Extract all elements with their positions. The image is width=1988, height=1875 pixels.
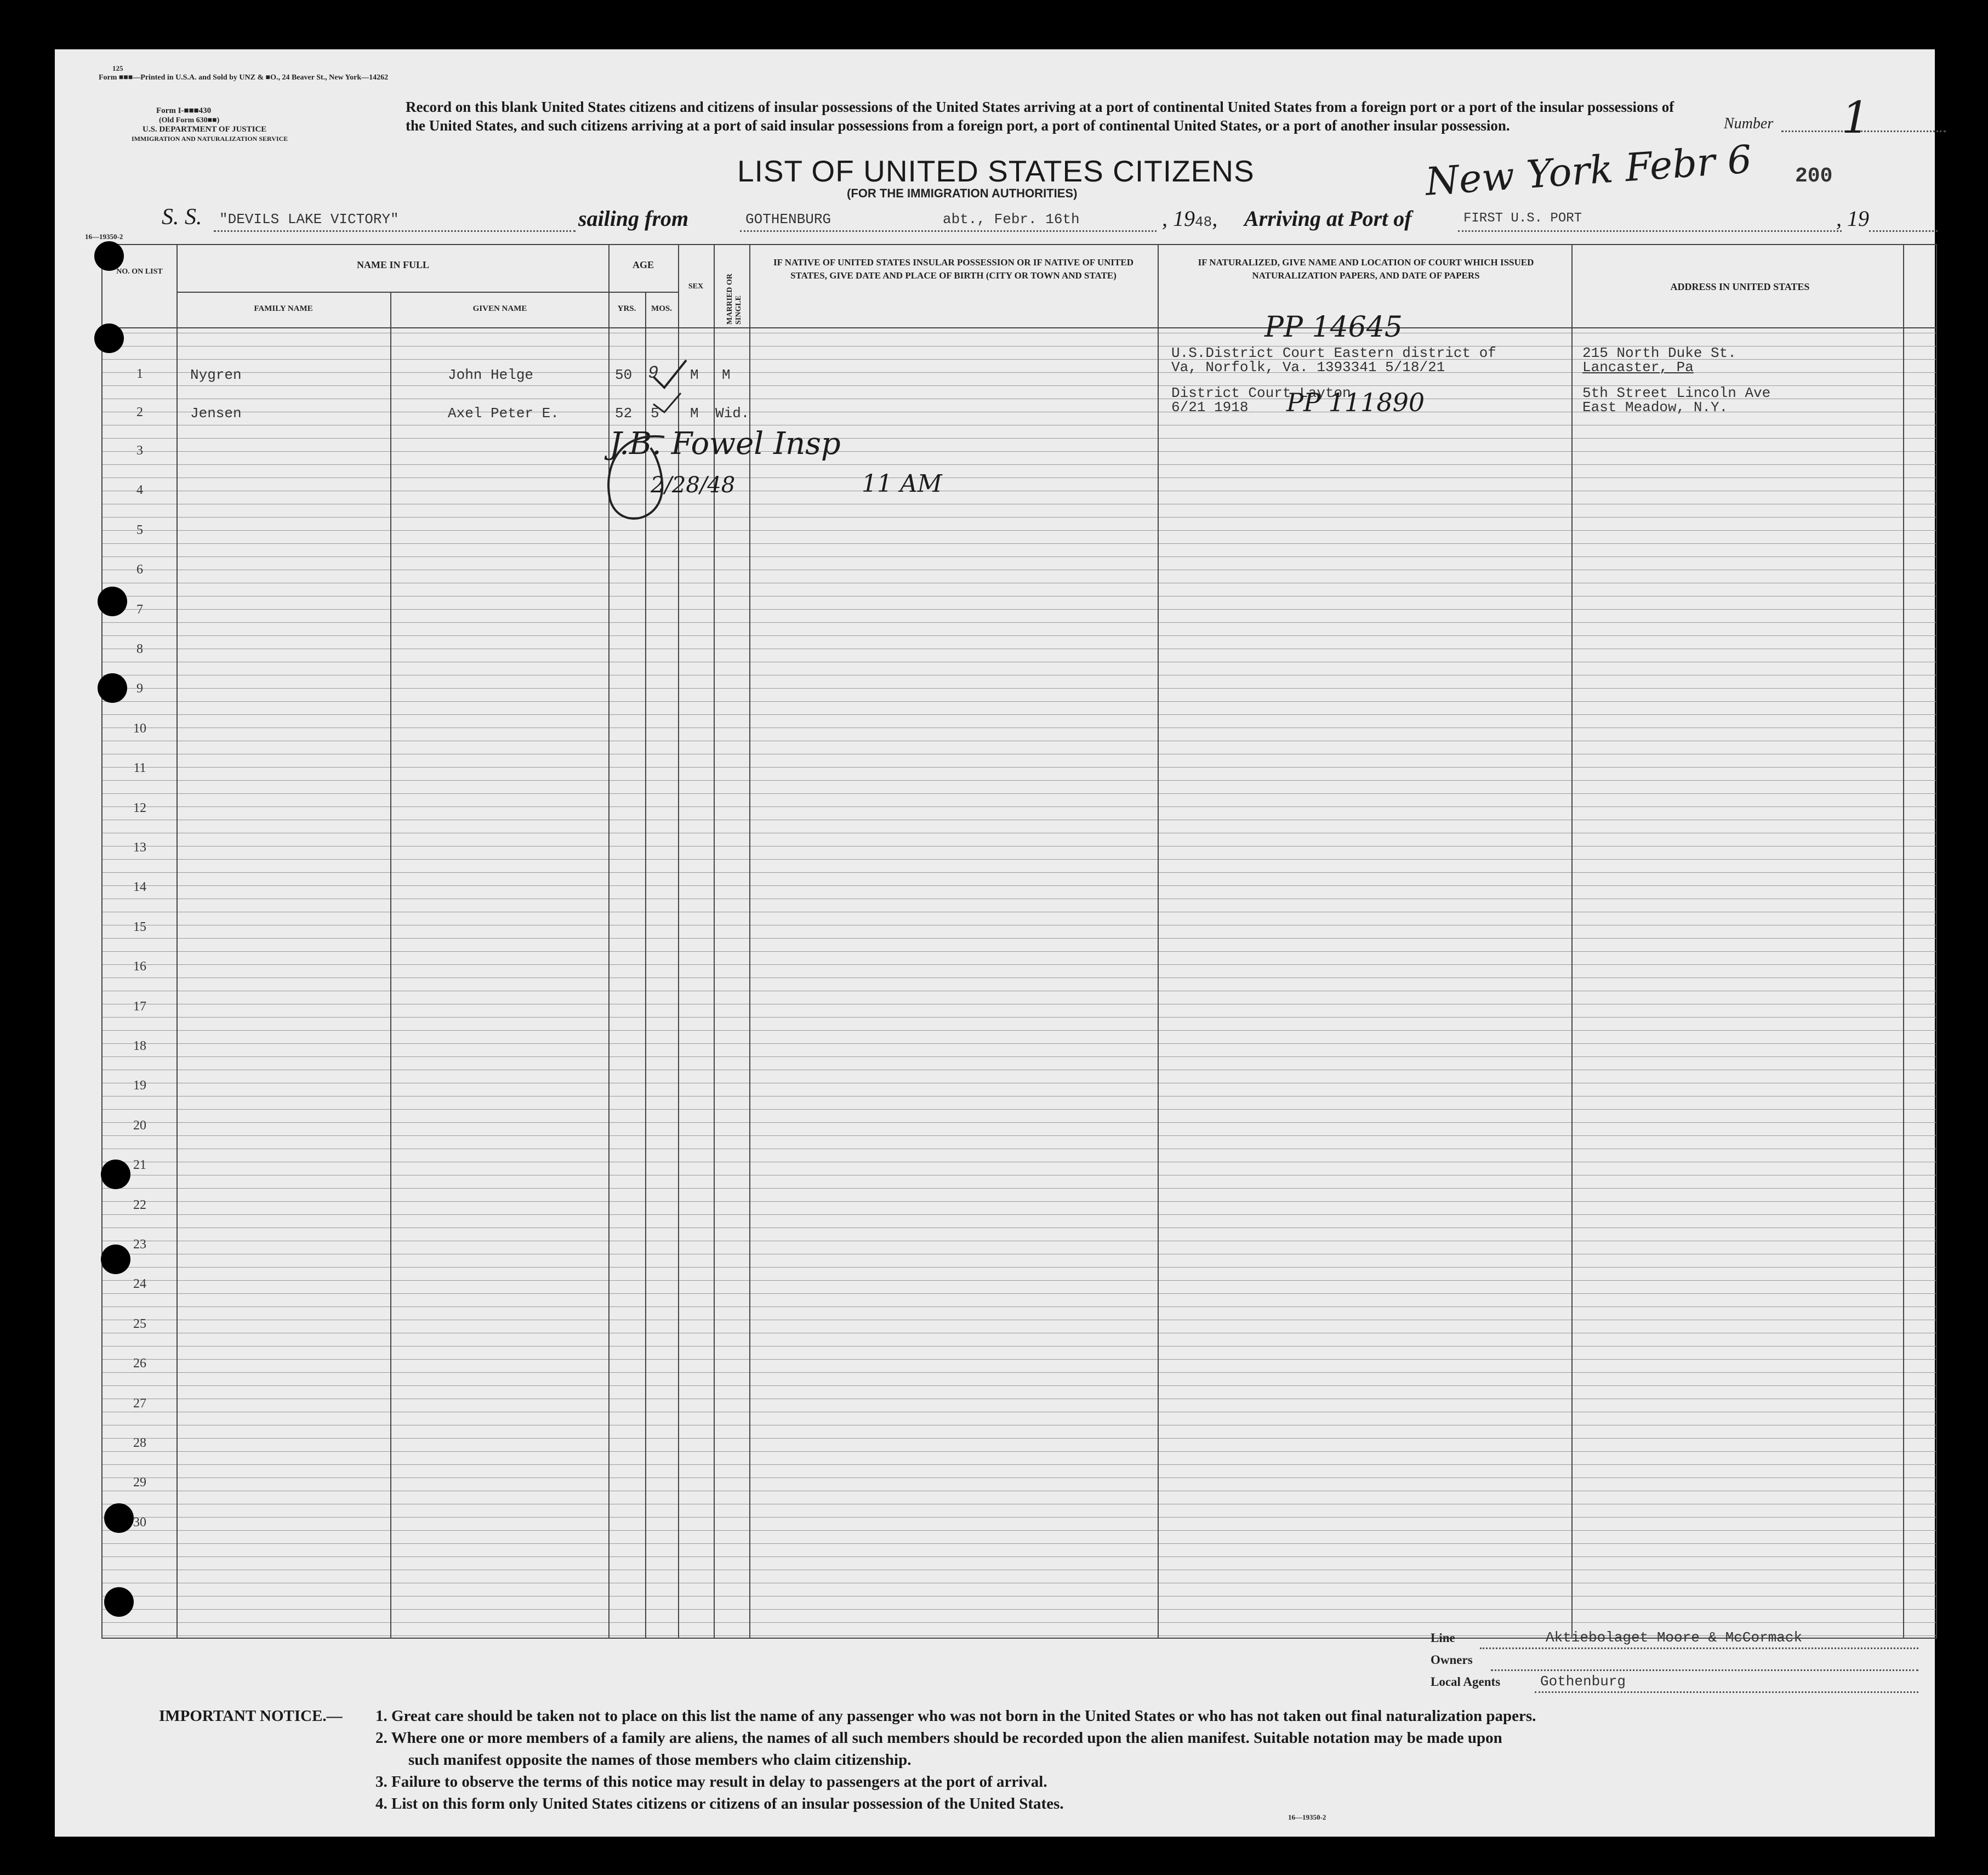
notice-item-3: 3. Failure to observe the terms of this notice may result in delay to passengers at the port of arrival.	[375, 1773, 1047, 1791]
row-number: 12	[133, 800, 146, 815]
form-number: Form I-■■■430	[156, 106, 212, 115]
ruled-line	[102, 530, 1936, 531]
citizens-table	[101, 244, 1937, 1639]
row-number: 17	[133, 999, 146, 1014]
row-number: 5	[136, 522, 143, 537]
ruled-line	[102, 885, 1936, 886]
ruled-line	[102, 714, 1936, 715]
age-mos-cell: 9	[648, 363, 659, 383]
age-yrs-cell: 50	[615, 367, 633, 383]
ruled-line	[102, 793, 1936, 794]
address-line2: East Meadow, N.Y.	[1582, 399, 1728, 416]
sex-cell: M	[690, 405, 699, 422]
marital-cell: Wid.	[715, 405, 750, 422]
col-divider	[1903, 245, 1904, 1638]
signature-loop	[599, 426, 686, 530]
sailing-date: abt., Febr. 16th	[943, 211, 1080, 228]
arriving-port: FIRST U.S. PORT	[1463, 211, 1582, 226]
punch-hole	[94, 241, 124, 271]
ruled-line	[102, 1214, 1936, 1215]
address-line2: Lancaster, Pa	[1582, 359, 1694, 376]
row-number: 3	[136, 444, 143, 458]
notice-item-1: 1. Great care should be taken not to place on this list the name of any passenger who was not born in the United States or who has not taken out final naturalization papers.	[375, 1707, 1536, 1725]
col-header-yrs: YRS.	[617, 304, 636, 313]
stamp-number: 200	[1795, 164, 1833, 188]
ruled-line	[102, 517, 1936, 518]
year-filled: 48	[1195, 214, 1212, 230]
ruled-line	[102, 1438, 1936, 1439]
family-name-cell: Nygren	[190, 367, 242, 383]
owners-label: Owners	[1431, 1653, 1473, 1667]
col-header-married: MARRIED OR SINGLE	[726, 274, 743, 325]
service-name: IMMIGRATION AND NATURALIZATION SERVICE	[132, 135, 288, 143]
list-number-value: 1	[1842, 92, 1870, 143]
ruled-line	[102, 859, 1936, 860]
row-number: 10	[133, 721, 146, 736]
row-number: 30	[133, 1515, 146, 1530]
row-number: 15	[133, 919, 146, 934]
line-value: Aktiebolaget Moore & McCormack	[1546, 1629, 1803, 1646]
ruled-line	[102, 1188, 1936, 1189]
ruled-line	[102, 767, 1936, 768]
row-number: 28	[133, 1436, 146, 1450]
row-number: 7	[136, 602, 143, 617]
row-number: 26	[133, 1356, 146, 1371]
ruled-line	[102, 1043, 1936, 1044]
header-bottom-line	[102, 327, 1936, 328]
ship-underline	[214, 230, 576, 232]
ruled-line	[102, 556, 1936, 557]
row-number: 16	[133, 959, 146, 974]
col-header-mos: MOS.	[651, 304, 672, 313]
ruled-line	[102, 1306, 1936, 1307]
row-number: 8	[136, 642, 143, 656]
ruled-line	[102, 1622, 1936, 1623]
ss-label: S. S.	[162, 204, 202, 230]
ruled-line	[102, 1385, 1936, 1386]
agents-label: Local Agents	[1431, 1675, 1501, 1689]
ruled-line	[102, 1280, 1936, 1281]
ruled-line	[102, 1122, 1936, 1123]
col-divider	[176, 245, 178, 1638]
ruled-line	[102, 609, 1936, 610]
row-number: 18	[133, 1039, 146, 1053]
ruled-line	[102, 1267, 1936, 1268]
court-line1: District Court Layton	[1171, 385, 1351, 401]
row-number: 4	[136, 483, 143, 498]
ruled-line	[102, 701, 1936, 702]
ruled-line	[102, 1201, 1936, 1202]
ruled-line	[102, 1359, 1936, 1360]
old-form-number: (Old Form 630■■)	[159, 116, 220, 124]
col-divider	[390, 292, 391, 1638]
col-header-native: IF NATIVE OF UNITED STATES INSULAR POSSESSION OR IF NATIVE OF UNITED STATES, GIVE DATE AND PLACE OF BIRTH (CITY OR TOWN AND STATE)	[773, 257, 1133, 281]
ruled-line	[102, 780, 1936, 781]
row-number: 21	[133, 1158, 146, 1173]
ship-name: "DEVILS LAKE VICTORY"	[219, 211, 399, 228]
form-125-label: 125	[112, 64, 123, 72]
form-code-bottom: 16—19350-2	[1288, 1813, 1326, 1821]
court-line2: 6/21 1918	[1171, 399, 1249, 416]
notice-heading: IMPORTANT NOTICE.—	[159, 1707, 343, 1725]
court-line1: U.S.District Court Eastern district of	[1171, 345, 1496, 361]
col-divider	[1158, 245, 1159, 1638]
row-number: 6	[136, 562, 143, 577]
col-divider	[1571, 245, 1573, 1638]
given-name-cell: Axel Peter E.	[448, 405, 559, 422]
handwritten-pp-2: PP 111890	[1286, 388, 1425, 417]
given-name-cell: John Helge	[448, 367, 534, 383]
agents-value: Gothenburg	[1540, 1673, 1626, 1690]
col-header-name-in-full: NAME IN FULL	[356, 259, 429, 270]
marital-cell: M	[722, 367, 731, 383]
age-yrs-cell: 52	[615, 405, 633, 422]
check-marks	[648, 355, 714, 415]
punch-hole	[101, 1160, 130, 1189]
row-number: 24	[133, 1277, 146, 1292]
row-number: 11	[133, 761, 146, 776]
ruled-line	[102, 938, 1936, 939]
ruled-line	[102, 1135, 1936, 1136]
col-header-given-name: GIVEN NAME	[472, 304, 527, 313]
ruled-line	[102, 1109, 1936, 1110]
ruled-line	[102, 1293, 1936, 1294]
arriving-underline	[1458, 230, 1842, 232]
ruled-line	[102, 543, 1936, 544]
address-line1: 5th Street Lincoln Ave	[1582, 385, 1771, 401]
sailing-from-label: sailing from	[578, 206, 689, 231]
row-number: 29	[133, 1475, 146, 1490]
agents-underline	[1535, 1691, 1918, 1693]
year-printed: 19	[1173, 206, 1195, 231]
printer-line: Form ■■■—Printed in U.S.A. and Sold by UNZ & ■O., 24 Beaver St., New York—14262	[99, 73, 389, 82]
row-number: 27	[133, 1396, 146, 1411]
ruled-line	[102, 1530, 1936, 1531]
ruled-line	[102, 1056, 1936, 1057]
instructions-text: Record on this blank United States citizens and citizens of insular possessions of the United States arriving at a port of continental United States from a foreign port or a port of the insular possessions of the United States, and such citizens arriving at a port of said insular possessions from a foreign port, a port of continental United States, or a port of another insular possession.	[406, 99, 1674, 134]
ruled-line	[102, 951, 1936, 952]
ruled-line	[102, 1017, 1936, 1018]
ruled-line	[102, 964, 1936, 965]
col-header-naturalized: IF NATURALIZED, GIVE NAME AND LOCATION OF COURT WHICH ISSUED NATURALIZATION PAPERS, AND DATE OF PAPERS	[1198, 257, 1534, 281]
number-label: Number	[1724, 115, 1774, 132]
owners-underline	[1491, 1669, 1918, 1671]
court-line2: Va, Norfolk, Va. 1393341 5/18/21	[1171, 359, 1445, 376]
age-mos-cell: 5	[651, 405, 659, 422]
year-end: 19	[1847, 206, 1869, 231]
row-number: 23	[133, 1237, 146, 1252]
punch-hole	[98, 673, 127, 703]
ruled-line	[102, 1609, 1936, 1610]
punch-hole	[101, 1245, 130, 1274]
address-line1: 215 North Duke St.	[1582, 345, 1736, 361]
line-label: Line	[1431, 1631, 1455, 1645]
ruled-line	[102, 806, 1936, 807]
ruled-line	[102, 1556, 1936, 1557]
punch-hole	[104, 1503, 134, 1533]
col-header-family-name: FAMILY NAME	[254, 304, 313, 313]
row-number: 2	[136, 405, 143, 419]
notice-item-2b: such manifest opposite the names of those members who claim citizenship.	[408, 1751, 912, 1769]
col-header-no: NO. ON LIST	[116, 268, 163, 276]
sailing-from-port: GOTHENBURG	[745, 211, 831, 228]
row-number: 9	[136, 681, 143, 696]
page-subtitle: (FOR THE IMMIGRATION AUTHORITIES)	[847, 186, 1078, 200]
row-number: 19	[133, 1078, 146, 1093]
sex-cell: M	[690, 367, 699, 383]
inspector-signature: J.B. Fowel Insp	[609, 426, 841, 462]
punch-hole	[104, 1587, 134, 1617]
row-number: 22	[133, 1197, 146, 1212]
inspected-date: 2/28/48	[651, 473, 736, 498]
punch-hole	[98, 587, 127, 616]
ruled-line	[102, 1543, 1936, 1544]
inspected-time: 11 AM	[862, 470, 942, 498]
arriving-label: Arriving at Port of	[1244, 206, 1412, 231]
ruled-line	[102, 635, 1936, 636]
ruled-line	[102, 1464, 1936, 1465]
page-title: LIST OF UNITED STATES CITIZENS	[737, 154, 1255, 188]
notice-item-2a: 2. Where one or more members of a family are aliens, the names of all such members should be recorded upon the alien manifest. Suitable notation may be made upon	[375, 1729, 1502, 1747]
header-subline	[176, 292, 678, 293]
manifest-page: 125 Form ■■■—Printed in U.S.A. and Sold by UNZ & ■O., 24 Beaver St., New York—14262 Form I-■■■430 (Old Form 630■■) U.S. DEPARTMENT OF JUSTICE IMMIGRATION AND NATURALIZATION SERVICE Record on this blank United States citizens and citizens of insular possessions of the United States arriving at a port of continental United States from a foreign port or a port of the insular possessions of the United States, and such citizens arriving at a port of said insular possessions from a foreign port, a port of continental United States, or a port of another insular possession. Number 1 LIST OF UNITED STATES CITIZENS (FOR THE IMMIGRATION AUTHORITIES) 200 S. S. "DEVILS LAKE VICTORY" sailing from GOTHENBURG abt., Febr. 16th , 1948, Arriving at Port of FIRST U.S. PORT New York Febr 6 , 19 16—19350-2 NO. ON LIST NAME IN FULL FAMILY NAME GIVEN NAME AGE YRS. MOS. SEX MARRIED OR SINGLE IF NATIVE OF UNITED STATES INSULAR POSSESSION OR IF NATIVE OF UNITED STATES, GIVE DATE AND PLACE OF BIRTH (CITY OR TOWN AND STATE) IF NATURALIZED, GIVE NAME AND LOCATION OF COURT WHICH ISSUED NATURALIZATION PAPERS, AND DATE OF PAPERS ADDRESS IN UNITED STATES 1 Nygren John Helge 50 9 M M U.S.District Court Eastern district of Va, Norfolk, Va. 1393341 5/18/21 215 North Duke St. Lancaster, Pa 2 Jensen Axel Peter E. 52 5 M Wid. District Court Layton 6/21 1918 5th Street Lincoln Ave East Meadow, N.Y. 3 4 5 6 7 8 9 10 11 12 13 14 15 16 17 18 19 20 21 22 23 24 25 26 27 28 29 30 PP 14645 PP 111890 J.B. Fowel Insp 2/28/48 11 AM Line Aktiebolaget Moore & McCormack Owners Local Agents Gothenburg IMPORTANT NOTICE.— 1. Great care should be taken not to place on this list the name of any passenger who was not born in the United States or who has not taken out final naturalization papers. 2. Where one or more members of a family are aliens, the names of all such members should be recorded upon the alien manifest. Suitable notation may be made upon such manifest opposite the names of those members who claim citizenship. 3. Failure to observe the terms of this notice may result in delay to passengers at the port of arrival. 4. List on this form only United States citizens or citizens of an insular possession of the United States. 16—19350-2	[55, 49, 1935, 1837]
form-code-left: 16—19350-2	[85, 232, 123, 241]
ruled-line	[102, 872, 1936, 873]
row-number: 1	[136, 367, 143, 381]
ruled-line	[102, 464, 1936, 465]
punch-hole	[94, 323, 124, 353]
handwritten-pp-1: PP 14645	[1264, 311, 1403, 344]
ruled-line	[102, 622, 1936, 623]
col-header-address: ADDRESS IN UNITED STATES	[1670, 281, 1810, 292]
row-number: 20	[133, 1118, 146, 1133]
row-number: 25	[133, 1316, 146, 1331]
ruled-line	[102, 451, 1936, 452]
ruled-line	[102, 1030, 1936, 1031]
sailing-underline	[740, 230, 1157, 232]
notice-item-4: 4. List on this form only United States citizens or citizens of an insular possession of the United States.	[375, 1795, 1064, 1813]
col-header-age: AGE	[632, 259, 654, 270]
year-underline	[1869, 230, 1938, 232]
row-number: 13	[133, 840, 146, 855]
ruled-line	[102, 688, 1936, 689]
family-name-cell: Jensen	[190, 405, 242, 422]
ruled-line	[102, 1372, 1936, 1373]
ruled-line	[102, 1451, 1936, 1452]
row-number: 14	[133, 880, 146, 895]
ruled-line	[102, 438, 1936, 439]
ruled-line	[102, 1517, 1936, 1518]
department-name: U.S. DEPARTMENT OF JUSTICE	[143, 125, 267, 134]
arriving-handwritten: New York Febr 6	[1423, 137, 1753, 204]
col-header-sex: SEX	[688, 282, 704, 291]
line-underline	[1480, 1647, 1918, 1649]
